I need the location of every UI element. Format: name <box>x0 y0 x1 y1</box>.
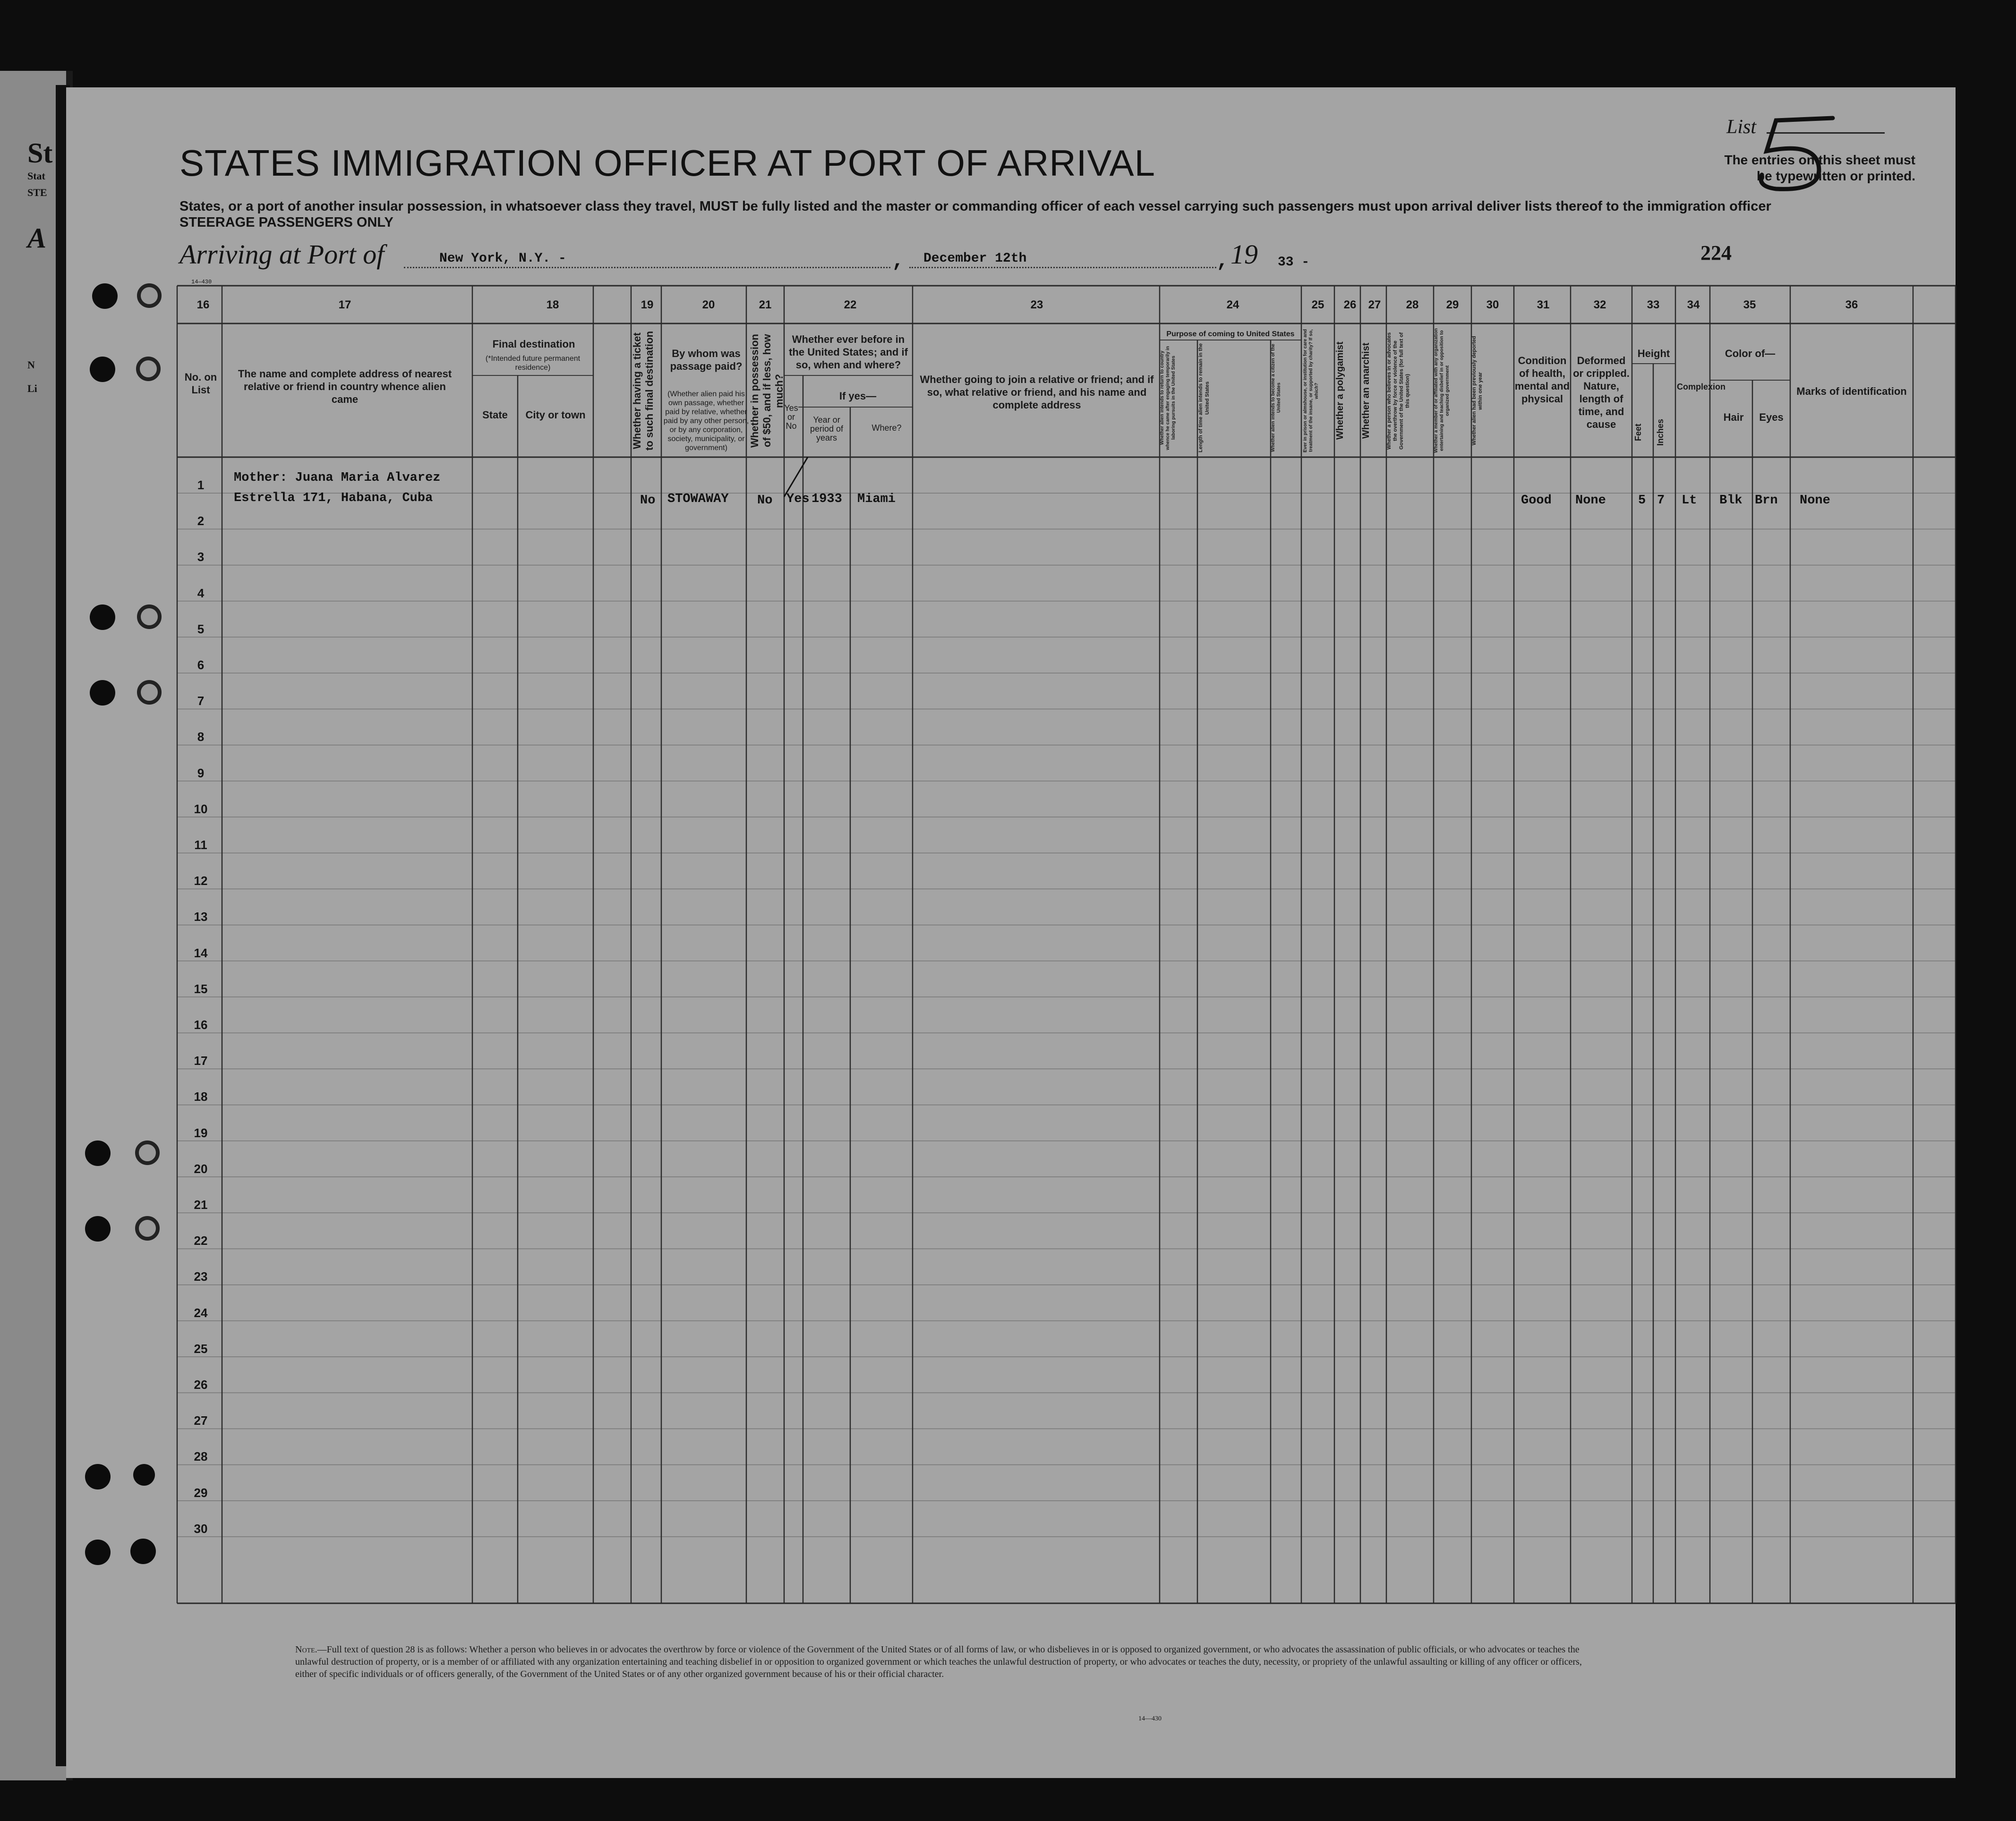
column-number: 19 <box>641 298 654 311</box>
row-number: 6 <box>197 658 205 672</box>
header-feet: Feet <box>1633 423 1643 441</box>
cell-deformed: None <box>1575 494 1606 508</box>
cell-been-before: Yes <box>786 492 810 506</box>
row-number: 5 <box>197 621 205 636</box>
row-number: 28 <box>194 1449 208 1464</box>
row-number: 29 <box>194 1485 208 1500</box>
row-number: 14 <box>194 945 208 960</box>
header-relative-address: The name and complete address of nearest relative or friend in country whence alien came <box>238 368 452 405</box>
header-color-of: Color of— <box>1725 348 1776 359</box>
header-passage-paid: By whom was passage paid? <box>670 348 743 372</box>
column-number: 31 <box>1537 298 1550 311</box>
row-number: 21 <box>194 1198 208 1212</box>
subtitle-line: STEERAGE PASSENGERS ONLY <box>179 215 393 230</box>
cell-inches: 7 <box>1657 494 1665 508</box>
row-number: 22 <box>194 1234 208 1248</box>
header-join-relative: Whether going to join a relative or friend; and if so, what relative or friend, and his name and complete address <box>920 374 1154 411</box>
column-number: 18 <box>546 298 559 311</box>
header-height: Height <box>1637 348 1670 359</box>
header-purpose-return: Whether alien intends to return to country whence he came after engaging temporarily in laboring pursuits in the United States <box>1160 346 1176 450</box>
column-number: 16 <box>196 298 210 311</box>
header-purpose: Purpose of coming to United States <box>1166 330 1295 338</box>
small-code-top: 14—430 <box>191 279 212 285</box>
prev-page-fragment: Li <box>27 383 37 394</box>
header-eyes: Eyes <box>1759 411 1784 423</box>
header-city: City or town <box>525 409 586 421</box>
cell-health: Good <box>1521 494 1552 508</box>
header-complexion: Complexion <box>1677 382 1726 391</box>
row-number: 20 <box>194 1161 208 1176</box>
column-number: 29 <box>1446 298 1459 311</box>
column-number: 34 <box>1687 298 1700 311</box>
cell-eyes: Brn <box>1755 494 1778 508</box>
prev-page-fragment: Stat <box>27 170 45 182</box>
entries-note-line: The entries on this sheet must <box>1724 153 1915 167</box>
row-number: 3 <box>197 550 205 564</box>
subtitle-line: States, or a port of another insular possession, in whatsoever class they travel, MUST be fully listed and the master or commanding officer of each vessel carrying such passengers must upon arrival deliver lists thereof to the immigration officer <box>179 199 1771 214</box>
header-anarchist: Whether an anarchist <box>1361 342 1371 439</box>
port-value: New York, N.Y. - <box>439 251 566 266</box>
column-number: 21 <box>759 298 772 311</box>
column-number: 17 <box>338 298 351 311</box>
year-prefix: 19 <box>1230 239 1258 270</box>
column-number: 32 <box>1593 298 1606 311</box>
cell-complexion: Lt <box>1682 494 1697 508</box>
header-question-29: Whether a member of or affiliated with any organization entertaining and teaching disbelief in or opposition to organized government <box>1434 328 1450 453</box>
row-number: 8 <box>197 730 205 744</box>
note-label: Note. <box>295 1644 317 1655</box>
cell-money: No <box>757 494 773 508</box>
row-number: 2 <box>197 514 205 528</box>
arriving-label: Arriving at Port of <box>179 239 384 270</box>
row-number: 19 <box>194 1125 208 1140</box>
row-number: 15 <box>194 981 208 996</box>
column-number: 27 <box>1368 298 1381 311</box>
row-number: 4 <box>197 586 205 600</box>
header-no-on-list: No. on List <box>184 371 217 396</box>
cell-passage-paid: STOWAWAY <box>667 492 729 506</box>
column-number: 33 <box>1647 298 1660 311</box>
row-number: 7 <box>197 694 205 708</box>
form-title: STATES IMMIGRATION OFFICER AT PORT OF ARRIVAL <box>179 142 1156 184</box>
row-number: 1 <box>197 478 205 492</box>
row-number: 10 <box>194 801 208 816</box>
cell-marks: None <box>1800 494 1830 508</box>
header-passage-paid-note: (Whether alien paid his own passage, whether paid by relative, whether paid by any other person, or by any corporation, society, municipality, or government) <box>663 390 749 452</box>
header-hair: Hair <box>1723 411 1744 423</box>
cell-relative-line2: Estrella 171, Habana, Cuba <box>234 491 433 505</box>
column-number: 36 <box>1845 298 1858 311</box>
row-number: 13 <box>194 910 208 924</box>
prev-page-fragment: A <box>27 222 47 254</box>
row-number: 24 <box>194 1305 208 1320</box>
header-final-destination-note: (*Intended future permanent residence) <box>485 355 581 372</box>
header-health: Condition of health, mental and physical <box>1514 355 1570 405</box>
cell-relative-line1: Mother: Juana Maria Alvarez <box>234 471 441 485</box>
row-number: 30 <box>194 1521 208 1536</box>
column-number: 20 <box>702 298 715 311</box>
page-number: 224 <box>1700 241 1732 264</box>
column-number: 23 <box>1030 298 1043 311</box>
row-number: 27 <box>194 1413 208 1428</box>
cell-year: 1933 <box>812 492 842 506</box>
column-number: 24 <box>1226 298 1239 311</box>
header-where: Where? <box>871 423 902 433</box>
header-purpose-length: Length of time alien intends to remain in the United States <box>1198 343 1210 453</box>
header-final-destination: Final destination <box>492 338 575 350</box>
header-state: State <box>482 409 508 421</box>
header-deformed: Deformed or crippled. Nature, length of time, and cause <box>1573 355 1630 430</box>
form-code: 14—430 <box>1138 1715 1162 1722</box>
column-number: 28 <box>1406 298 1419 311</box>
header-been-before: Whether ever before in the United States; and if so, when and where? <box>789 333 908 371</box>
date-value: December 12th <box>923 251 1027 266</box>
header-yesno: Yes or No <box>784 403 798 431</box>
prev-page-fragment: N <box>27 359 35 371</box>
column-number: 26 <box>1343 298 1357 311</box>
entries-note-line: be typewritten or printed. <box>1756 169 1915 183</box>
prev-page-fragment: STE <box>27 187 47 198</box>
header-ifyes: If yes— <box>839 390 877 402</box>
row-number: 18 <box>194 1089 208 1104</box>
column-number: 22 <box>844 298 857 311</box>
header-marks: Marks of identification <box>1796 385 1907 397</box>
header-prison: Ever in prison or almshouse, or institution for care and treatment of the insane, or supported by charity? If so, which? <box>1303 329 1319 453</box>
row-number: 12 <box>194 874 208 888</box>
row-number: 26 <box>194 1378 208 1392</box>
cell-ticket: No <box>640 494 656 508</box>
header-inches: Inches <box>1656 418 1665 446</box>
column-number: 30 <box>1486 298 1499 311</box>
header-money: Whether in possession of $50, and if less, how much? <box>749 334 785 448</box>
header-purpose-citizen: Whether alien intends to become a citizen of the United States <box>1271 344 1281 452</box>
header-ticket: Whether having a ticket to such final destination <box>631 331 655 451</box>
cell-where: Miami <box>857 492 896 506</box>
column-number: 25 <box>1311 298 1324 311</box>
header-deported: Whether alien had been previously deported within one year <box>1471 336 1483 446</box>
row-number: 16 <box>194 1018 208 1032</box>
header-year: Year or period of years <box>810 415 844 442</box>
footer-note <box>295 1643 1594 1680</box>
year-suffix: 33 - <box>1278 255 1310 270</box>
date-comma: , <box>1216 249 1229 273</box>
row-number: 9 <box>197 766 205 780</box>
row-number: 11 <box>194 838 207 852</box>
port-comma: , <box>892 249 905 273</box>
cell-feet: 5 <box>1638 494 1646 508</box>
prev-page-fragment: St <box>27 137 53 169</box>
row-number: 17 <box>194 1054 208 1068</box>
note-text: —Full text of question 28 is as follows: Whether a person who believes in or advocates the overthrow by force or violence of the Government of the United States or of all forms of law, or who disbelieves in or is opposed to organized government, or who advocates the assassination of public officials, or who advocates or teaches the unlawful destruction of property, or is a member of or affiliated with any organization entertaining and teaching disbelief in or opposition to organized government or which teaches the unlawful destruction of property, or who advocates or teaches the duty, necessity, or propriety of the unlawful assaulting or killing of any officer or officers, either of specific individuals or of officers generally, of the Government of the United States or of any other organized government because of his or their official character. <box>295 1644 1582 1679</box>
header-polygamist: Whether a polygamist <box>1335 341 1345 440</box>
row-number: 23 <box>194 1269 208 1284</box>
column-number: 35 <box>1743 298 1756 311</box>
header-question-28: Whether a person who believes in or advocates the overthrow by force or violence of the Government of the United States (for full text of this question) <box>1386 332 1410 450</box>
list-label: List <box>1726 116 1757 138</box>
row-number: 25 <box>194 1341 208 1356</box>
cell-hair: Blk <box>1719 494 1743 508</box>
